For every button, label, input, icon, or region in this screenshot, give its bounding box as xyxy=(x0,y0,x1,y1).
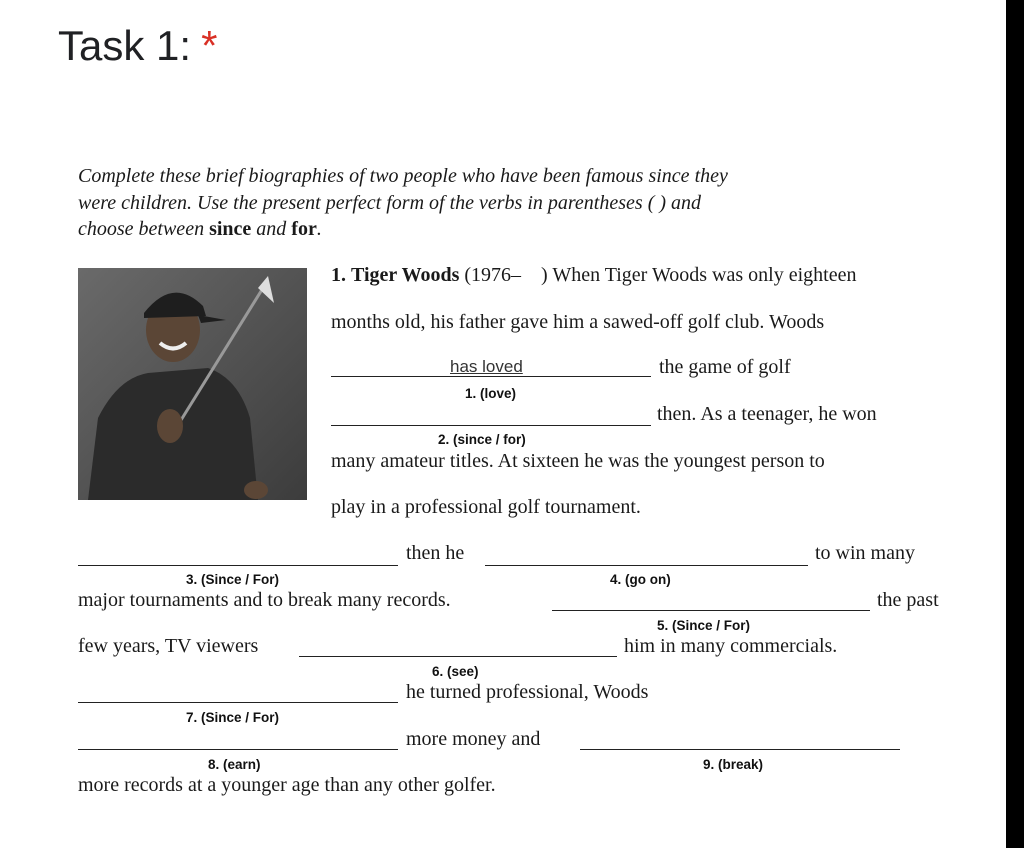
hint-4: 4. (go on) xyxy=(610,572,671,587)
item-line-6: play in a professional golf tournament. xyxy=(331,496,641,518)
blank-2[interactable] xyxy=(331,425,651,426)
hint-5: 5. (Since / For) xyxy=(657,618,751,633)
item-line-2: months old, his father gave him a sawed-off golf club. Woods xyxy=(331,311,825,333)
tiger-woods-photo xyxy=(78,268,307,500)
required-asterisk: * xyxy=(201,22,218,69)
instructions-line-1: Complete these brief biographies of two people who have been famous since they xyxy=(78,165,728,187)
instructions xyxy=(78,163,858,243)
task-heading xyxy=(58,22,217,70)
seg-few-years: few years, TV viewers xyxy=(78,635,259,657)
blank-7[interactable] xyxy=(78,702,398,703)
blank-8[interactable] xyxy=(78,749,398,750)
seg-he-turned: he turned professional, Woods xyxy=(406,681,649,703)
seg-major: major tournaments and to break many records. xyxy=(78,589,451,611)
item-number: 1. xyxy=(331,264,346,286)
answer-1[interactable]: has loved xyxy=(450,357,523,376)
seg-him-in: him in many commercials. xyxy=(624,635,838,657)
hint-1: 1. (love) xyxy=(465,386,517,401)
item-line-5: many amateur titles. At sixteen he was the youngest person to xyxy=(331,450,825,472)
hint-6: 6. (see) xyxy=(432,664,479,679)
for-keyword: for xyxy=(291,218,317,240)
instructions-line-2: were children. Use the present perfect form of the verbs in parentheses ( ) and xyxy=(78,191,702,214)
seg-to-win: to win many xyxy=(815,542,915,564)
blank-6[interactable] xyxy=(299,656,617,657)
item-line-1: 1. Tiger Woods (1976– ) When Tiger Woods was only eighteen xyxy=(331,264,857,286)
blank-5[interactable] xyxy=(552,610,870,611)
blank-9[interactable] xyxy=(580,749,900,750)
since-keyword: since xyxy=(209,218,252,240)
seg-then-he: then he xyxy=(406,542,465,564)
task-title: Task 1: xyxy=(58,22,192,69)
hint-7: 7. (Since / For) xyxy=(186,710,280,725)
seg-then-teenager: then. As a teenager, he won xyxy=(657,403,877,425)
scrollbar-edge xyxy=(1006,0,1024,848)
hint-8: 8. (earn) xyxy=(208,757,261,772)
seg-the-past: the past xyxy=(877,589,939,611)
seg-game-of-golf: the game of golf xyxy=(659,356,791,378)
instructions-line-3: choose between since and for. xyxy=(78,218,322,240)
seg-more-records: more records at a younger age than any other golfer. xyxy=(78,774,496,796)
hint-2: 2. (since / for) xyxy=(438,432,526,447)
hint-3: 3. (Since / For) xyxy=(186,572,280,587)
item-name: Tiger Woods xyxy=(351,264,460,286)
seg-more-money: more money and xyxy=(406,728,541,750)
blank-3[interactable] xyxy=(78,565,398,566)
blank-4[interactable] xyxy=(485,565,808,566)
hint-9: 9. (break) xyxy=(703,757,764,772)
